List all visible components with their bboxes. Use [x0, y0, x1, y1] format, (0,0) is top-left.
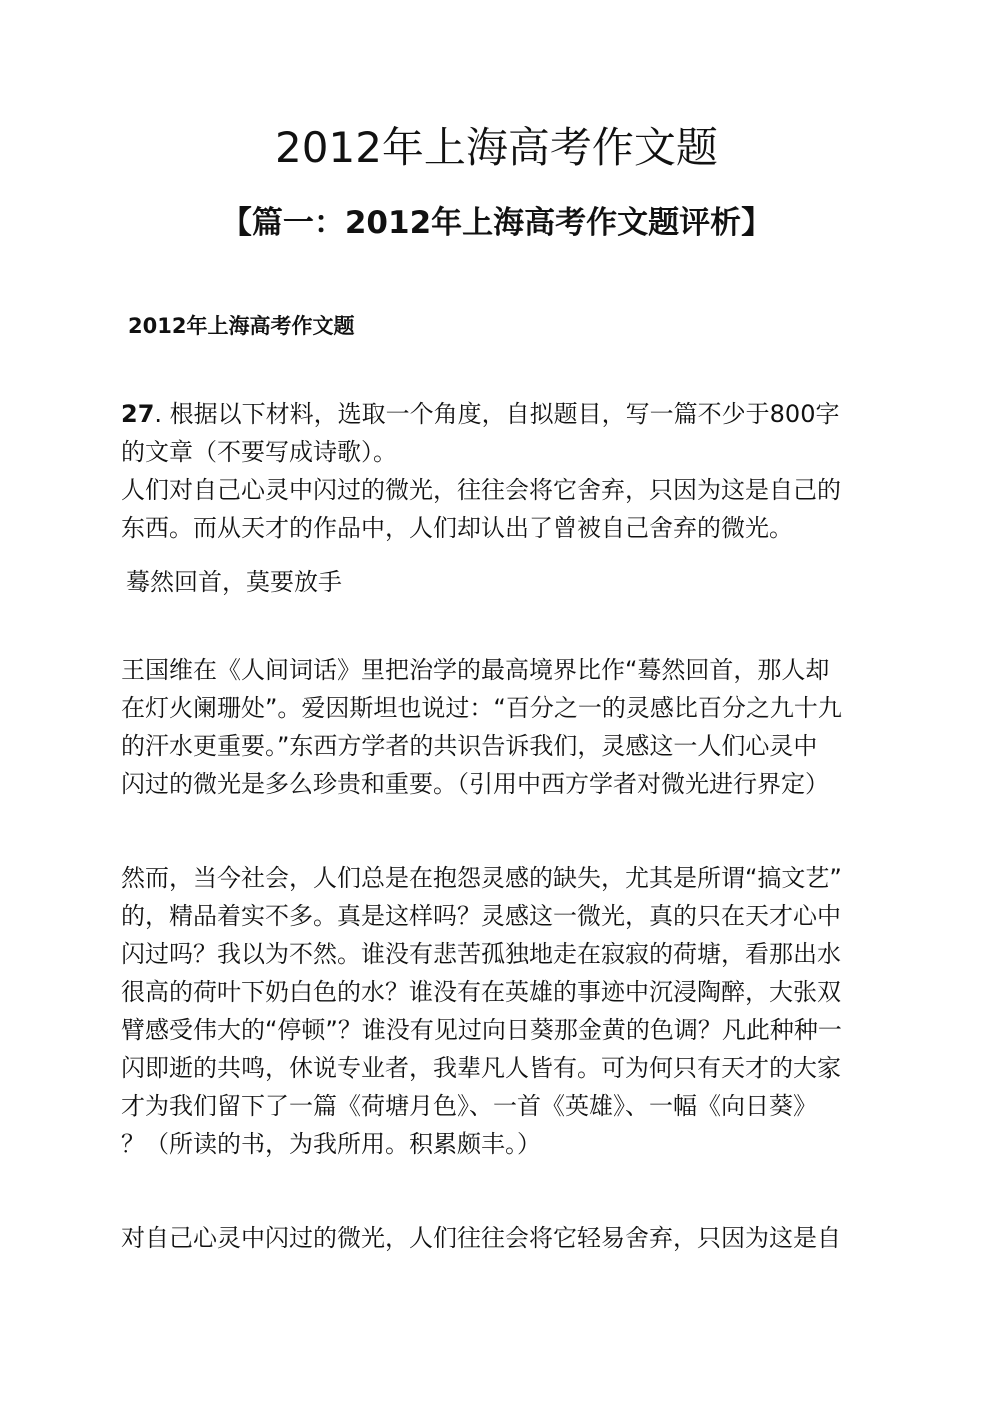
- document-subtitle: 【篇一：2012年上海高考作文题评析】: [220, 205, 773, 241]
- paragraph-1: [121, 651, 873, 803]
- material-line: 东西。而从天才的作品中，人们却认出了曾被自己舍弃的微光。: [121, 514, 793, 542]
- question-block: [121, 395, 873, 547]
- question-line: 的文章（不要写成诗歌）。: [121, 438, 397, 466]
- paragraph-line: ？（所读的书，为我所用。积累颇丰。）: [121, 1130, 541, 1158]
- paragraph-line: 闪过吗？我以为不然。谁没有悲苦孤独地走在寂寂的荷塘，看那出水: [121, 940, 841, 968]
- paragraph-3: [121, 1219, 873, 1257]
- paragraph-line: 对自己心灵中闪过的微光，人们往往会将它轻易舍弃，只因为这是自: [121, 1224, 841, 1252]
- paragraph-line: 闪即逝的共鸣，休说专业者，我辈凡人皆有。可为何只有天才的大家: [121, 1054, 841, 1082]
- paragraph-line: 然而，当今社会，人们总是在抱怨灵感的缺失，尤其是所谓“搞文艺”: [121, 864, 842, 892]
- paragraph-line: 在灯火阑珊处”。爱因斯坦也说过：“百分之一的灵感比百分之九十九: [121, 694, 842, 722]
- paragraph-line: 闪过的微光是多么珍贵和重要。（引用中西方学者对微光进行界定）: [121, 770, 829, 798]
- paragraph-line: 的汗水更重要。”东西方学者的共识告诉我们，灵感这一人们心灵中: [121, 732, 818, 760]
- question-line: [121, 395, 873, 433]
- material-line: 人们对自己心灵中闪过的微光，往往会将它舍弃，只因为这是自己的: [121, 476, 841, 504]
- question-text: . 根据以下材料，选取一个角度，自拟题目，写一篇不少于800字: [154, 400, 840, 428]
- document-title: 2012年上海高考作文题: [275, 123, 718, 172]
- paragraph-line: 的，精品着实不多。真是这样吗？灵感这一微光，真的只在天才心中: [121, 902, 841, 930]
- section-heading: 2012年上海高考作文题: [128, 314, 355, 338]
- question-number: 27: [121, 400, 155, 428]
- paragraph-line: 很高的荷叶下奶白色的水？谁没有在英雄的事迹中沉浸陶醉，大张双: [121, 978, 841, 1006]
- paragraph-line: 才为我们留下了一篇《荷塘月色》、一首《英雄》、一幅《向日葵》: [121, 1092, 817, 1120]
- essay-title: 蓦然回首，莫要放手: [126, 568, 342, 596]
- paragraph-2: [121, 859, 873, 1163]
- paragraph-line: 臂感受伟大的“停顿”？谁没有见过向日葵那金黄的色调？凡此种种一: [121, 1016, 842, 1044]
- paragraph-line: 王国维在《人间词话》里把治学的最高境界比作“蓦然回首，那人却: [121, 656, 830, 684]
